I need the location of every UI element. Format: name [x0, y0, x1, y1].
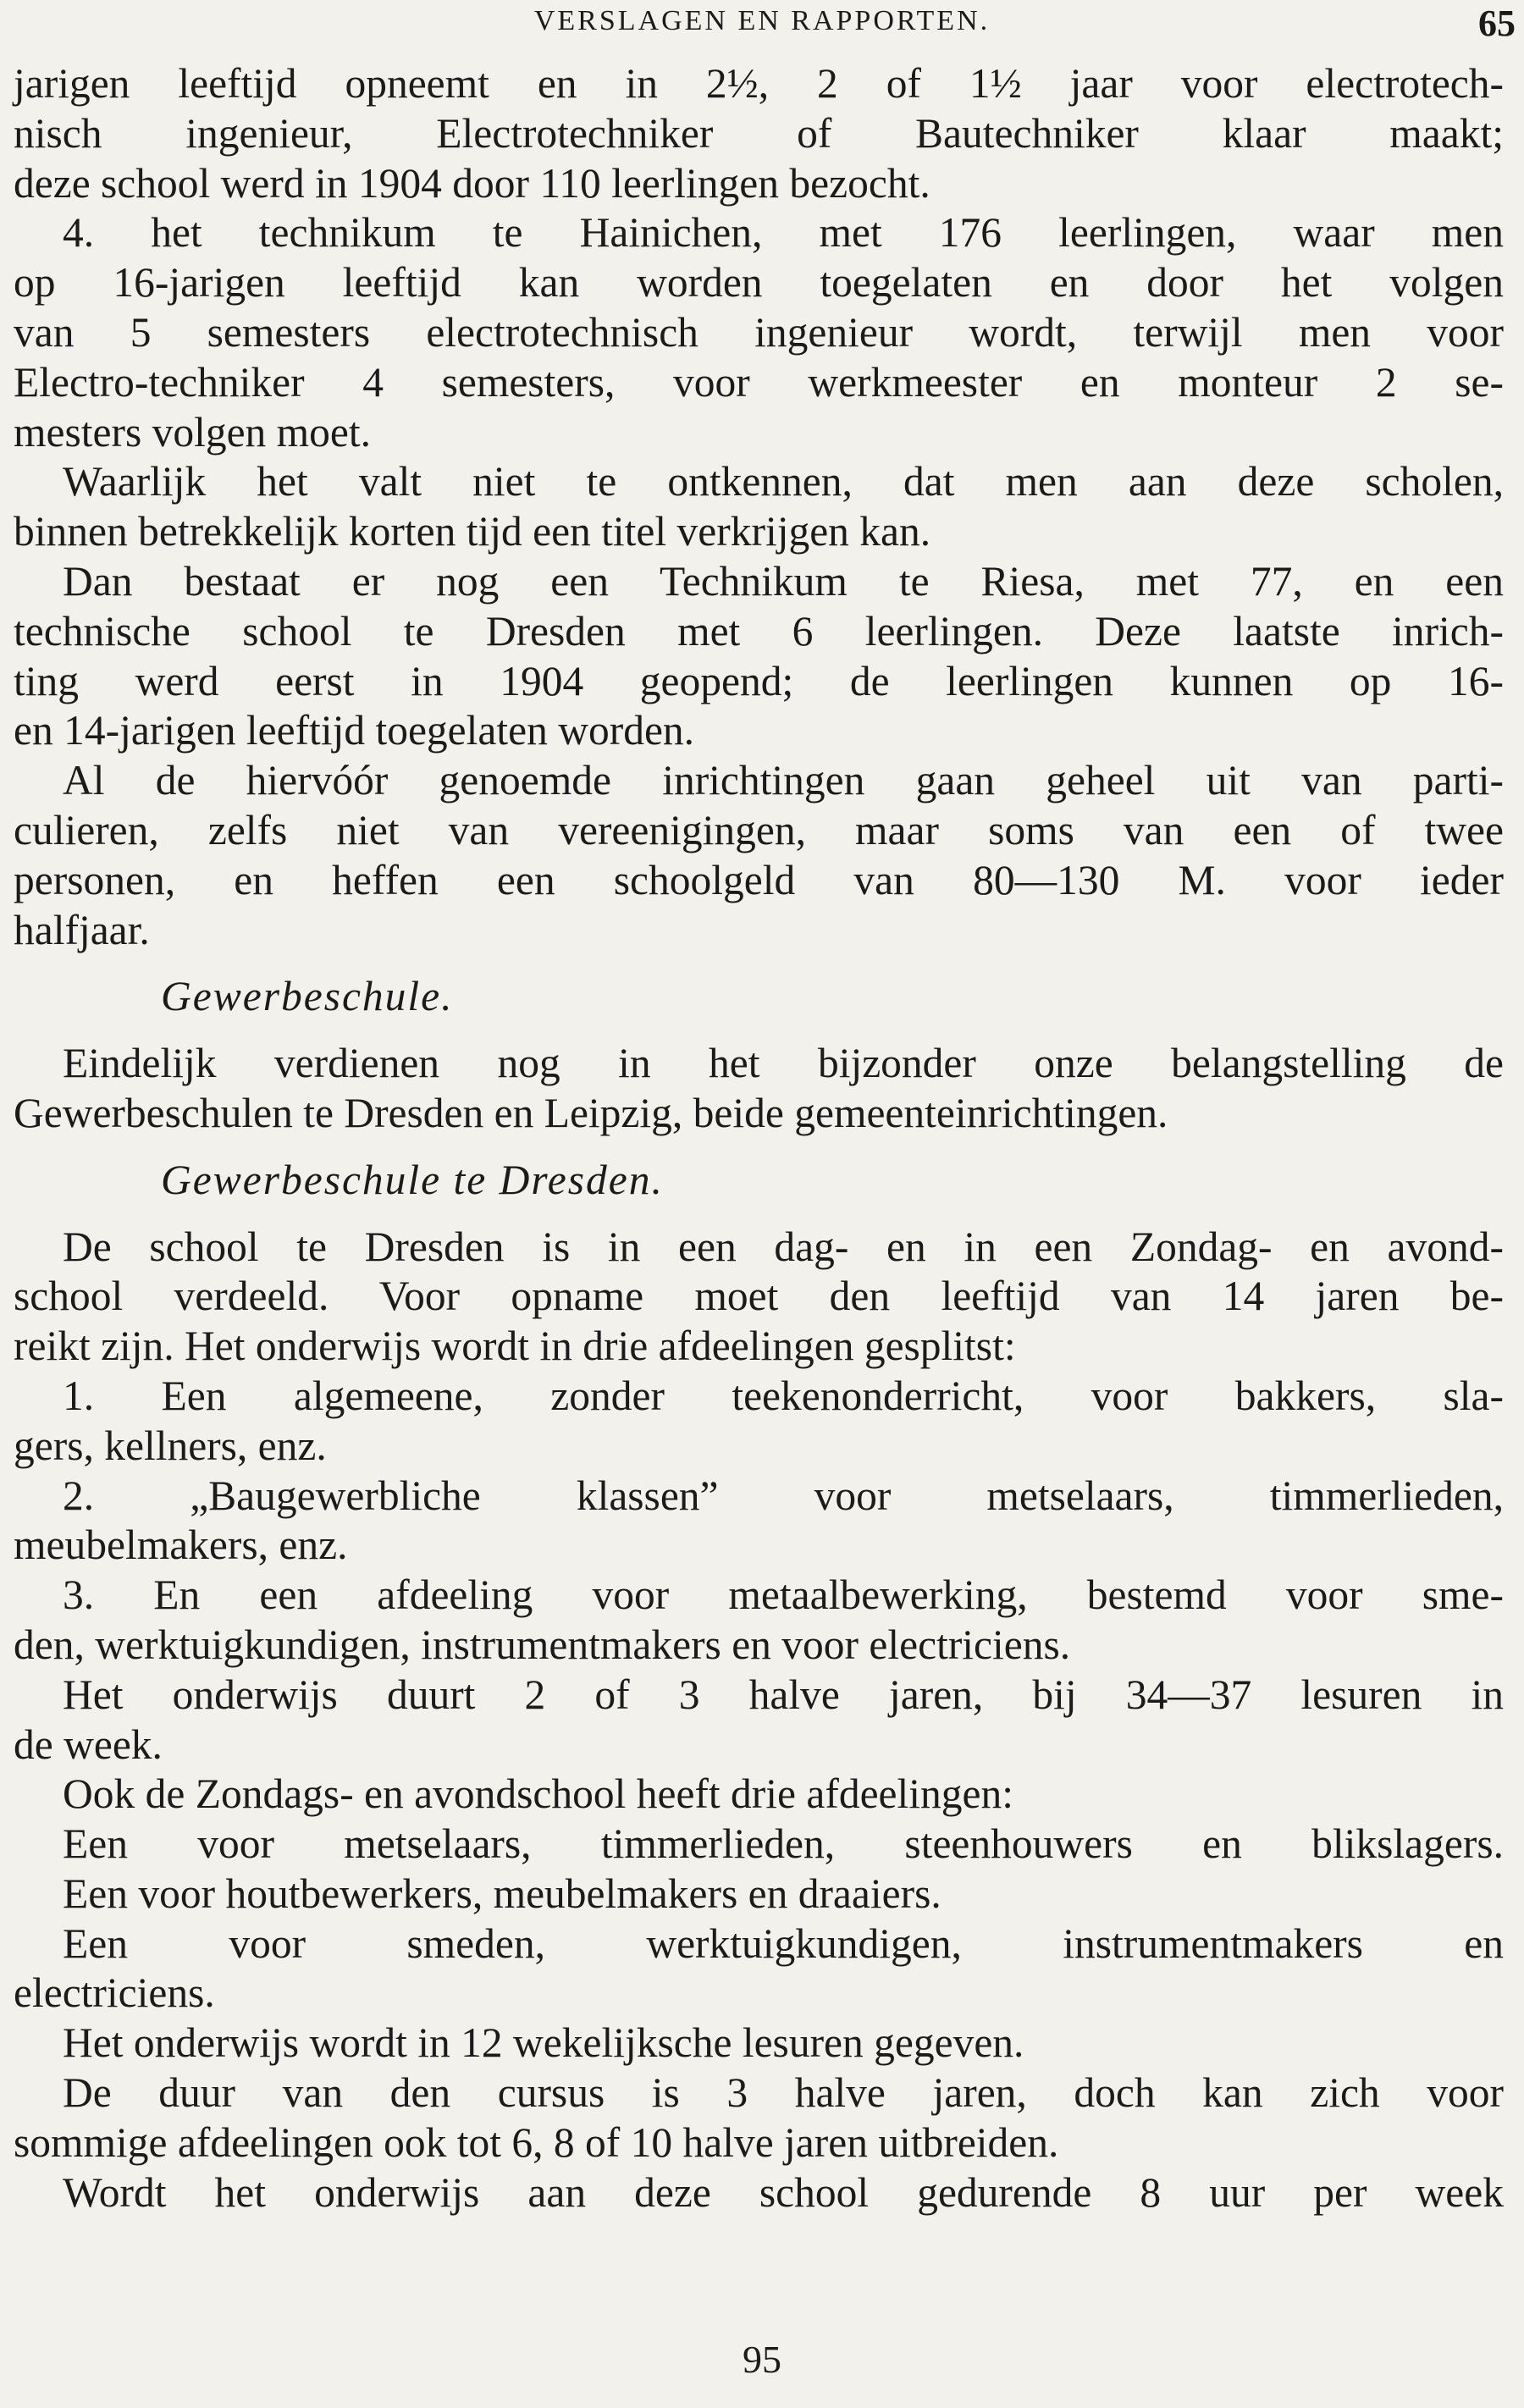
- text-line: ting werd eerst in 1904 geopend; de leerlingen kunnen op 16-: [14, 657, 1504, 704]
- text-line: technische school te Dresden met 6 leerlingen. Deze laatste inrich-: [14, 607, 1504, 654]
- text-line: Waarlijk het valt niet te ontkennen, dat men aan deze scholen,: [63, 458, 1504, 505]
- text-line: Een voor houtbewerkers, meubelmakers en draaiers.: [63, 1870, 941, 1917]
- printer-signature: 95: [743, 2338, 781, 2381]
- running-title: VERSLAGEN EN RAPPORTEN.: [533, 5, 991, 36]
- text-line: Electro-techniker 4 semesters, voor werkmeester en monteur 2 se-: [14, 358, 1504, 406]
- spacer: [14, 1139, 1504, 1156]
- text-line: Eindelijk verdienen nog in het bijzonder onze belangstelling de: [63, 1040, 1504, 1087]
- text-line: sommige afdeelingen ook tot 6, 8 of 10 halve jaren uitbreiden.: [14, 2118, 1059, 2166]
- text-line: Dan bestaat er nog een Technikum te Riesa, met 77, en een: [63, 557, 1504, 605]
- spacer: [14, 955, 1504, 972]
- page-header: [0, 5, 1524, 56]
- text-line: personen, en heffen een schoolgeld van 80—130 M. voor ieder: [14, 856, 1504, 903]
- text-line: 1. Een algemeene, zonder teekenonderricht, voor bakkers, sla-: [63, 1372, 1504, 1419]
- text-line: van 5 semesters electrotechnisch ingenieur wordt, terwijl men voor: [14, 308, 1504, 356]
- page-number: 65: [1478, 3, 1516, 44]
- text-line: de week.: [14, 1720, 163, 1768]
- text-line: Wordt het onderwijs aan deze school gedurende 8 uur per week: [63, 2168, 1504, 2216]
- text-line: electriciens.: [14, 1969, 215, 2017]
- text-line: 3. En een afdeeling voor metaalbewerking, bestemd voor sme-: [63, 1571, 1504, 1619]
- text-line: Het onderwijs wordt in 12 wekelijksche lesuren gegeven.: [63, 2019, 1024, 2067]
- text-line: jarigen leeftijd opneemt en in 2½, 2 of 1½ jaar voor electrotech-: [14, 60, 1504, 107]
- text-line: culieren, zelfs niet van vereenigingen, maar soms van een of twee: [14, 806, 1504, 853]
- body-text: [14, 59, 1504, 2217]
- spacer: [14, 1206, 1504, 1223]
- text-line: den, werktuigkundigen, instrumentmakers en voor electriciens.: [14, 1621, 1071, 1668]
- text-line: op 16-jarigen leeftijd kan worden toegelaten en door het volgen: [14, 259, 1504, 307]
- text-line: 4. het technikum te Hainichen, met 176 leerlingen, waar men: [63, 209, 1504, 257]
- spacer: [14, 1022, 1504, 1039]
- text-line: school verdeeld. Voor opname moet den leeftijd van 14 jaren be-: [14, 1273, 1504, 1320]
- text-line: Ook de Zondags- en avondschool heeft drie afdeelingen:: [63, 1770, 1013, 1818]
- text-line: binnen betrekkelijk korten tijd een titel verkrijgen kan.: [14, 508, 931, 555]
- text-line: Het onderwijs duurt 2 of 3 halve jaren, bij 34—37 lesuren in: [63, 1671, 1504, 1718]
- text-line: nisch ingenieur, Electrotechniker of Bautechniker klaar maakt;: [14, 109, 1504, 157]
- text-line: mesters volgen moet.: [14, 408, 372, 456]
- text-line: 2. „Baugewerbliche klassen” voor metselaars, timmerlieden,: [63, 1472, 1504, 1519]
- text-line: meubelmakers, enz.: [14, 1522, 348, 1569]
- text-line: deze school werd in 1904 door 110 leerlingen bezocht.: [14, 159, 930, 207]
- text-line: Al de hiervóór genoemde inrichtingen gaan geheel uit van parti-: [63, 757, 1504, 804]
- section-heading: Gewerbeschule te Dresden.: [161, 1156, 664, 1203]
- text-line: gers, kellners, enz.: [14, 1422, 327, 1469]
- section-heading: Gewerbeschule.: [161, 973, 454, 1020]
- text-line: halfjaar.: [14, 906, 150, 953]
- text-line: Gewerbeschulen te Dresden en Leipzig, beide gemeenteinrichtingen.: [14, 1089, 1168, 1136]
- text-line: en 14-jarigen leeftijd toegelaten worden.: [14, 707, 695, 754]
- text-line: Een voor metselaars, timmerlieden, steenhouwers en blikslagers.: [63, 1820, 1504, 1868]
- text-line: reikt zijn. Het onderwijs wordt in drie afdeelingen gesplitst:: [14, 1323, 1016, 1370]
- text-line: De duur van den cursus is 3 halve jaren, doch kan zich voor: [63, 2069, 1504, 2117]
- text-line: Een voor smeden, werktuigkundigen, instrumentmakers en: [63, 1919, 1504, 1967]
- text-line: De school te Dresden is in een dag- en in een Zondag- en avond-: [63, 1223, 1504, 1270]
